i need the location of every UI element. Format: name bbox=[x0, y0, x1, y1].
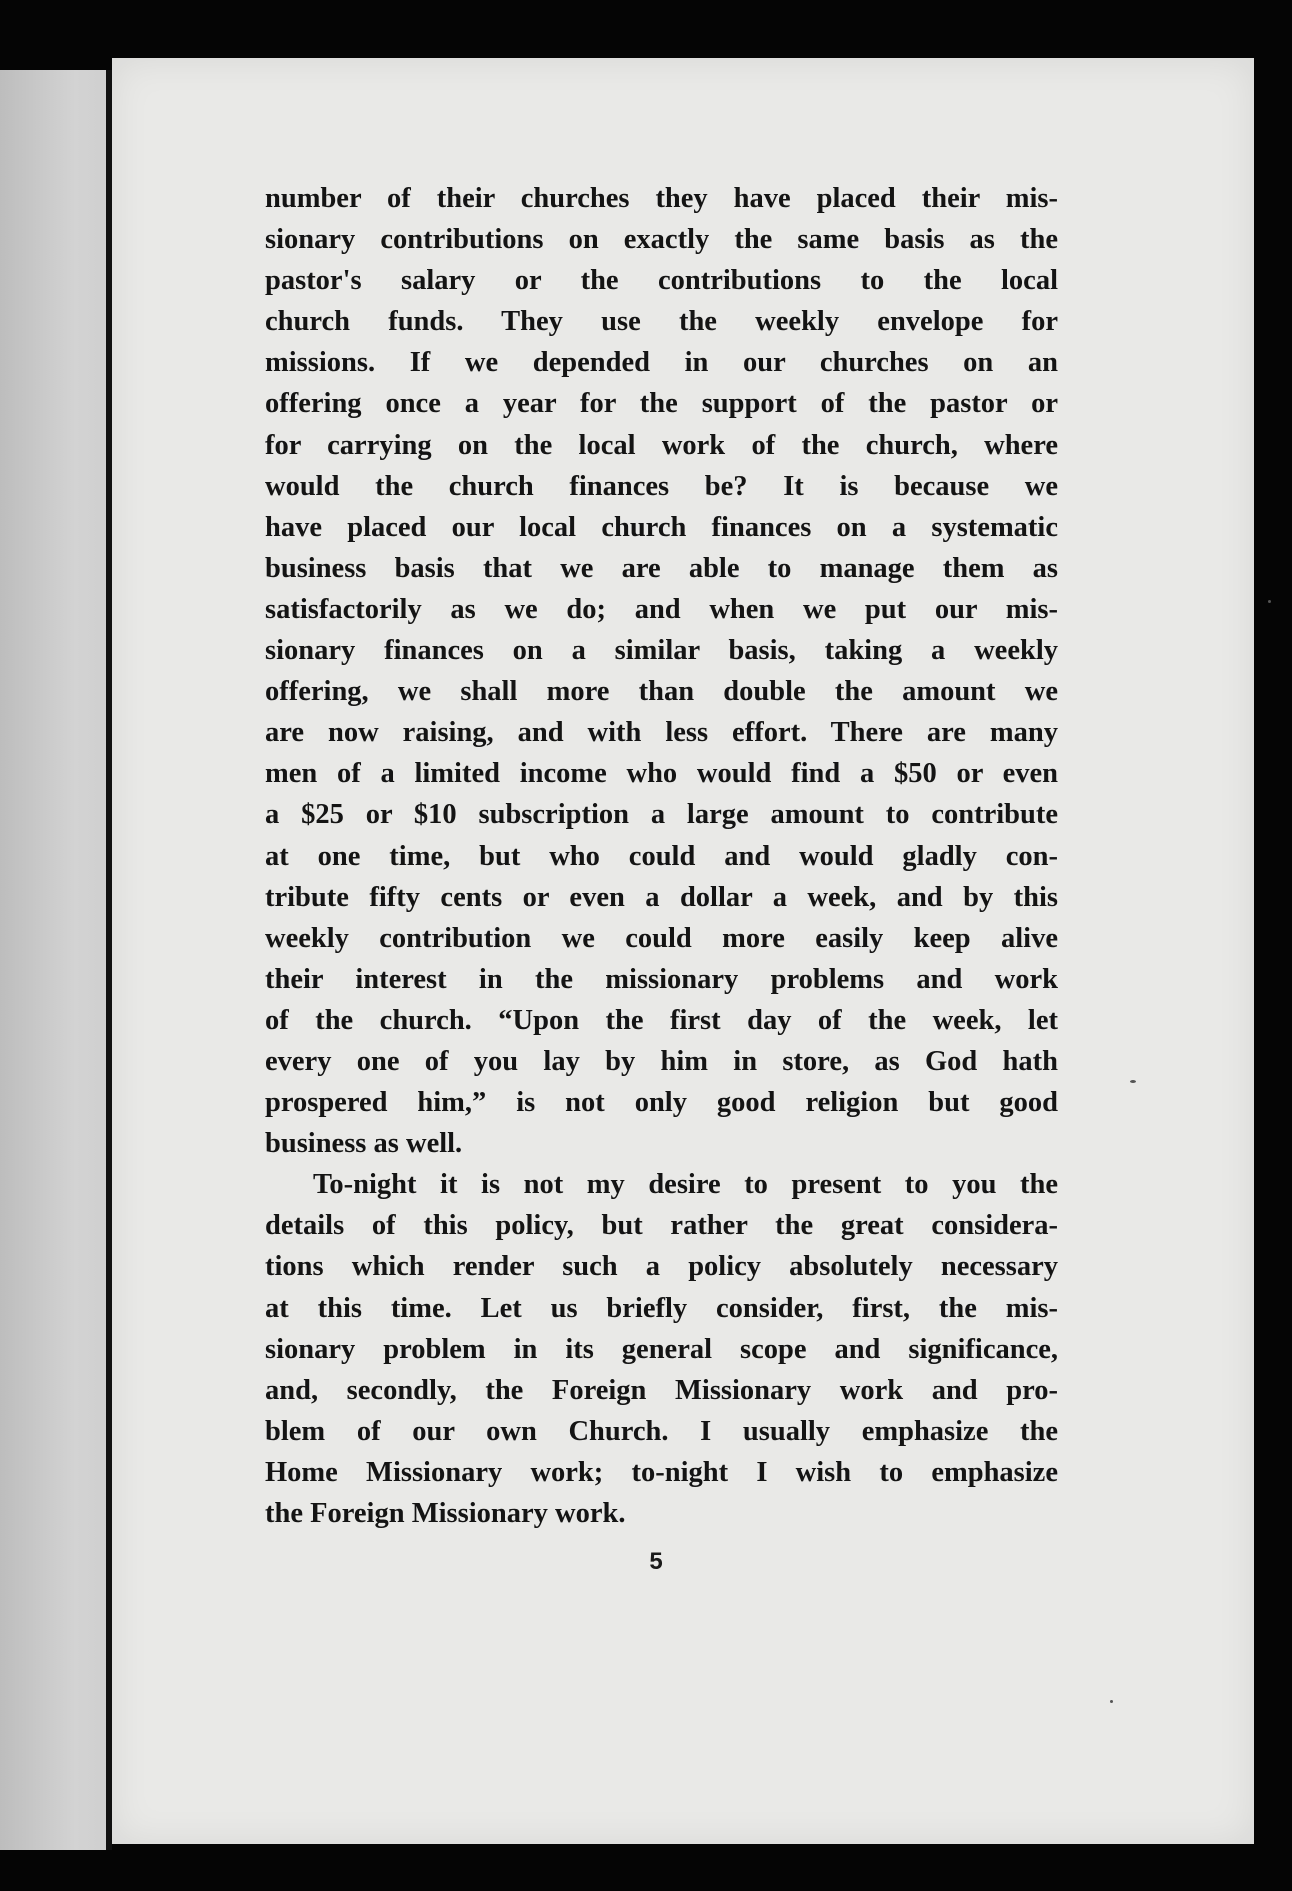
paragraph-1 bbox=[265, 178, 1058, 1164]
paragraph-2 bbox=[265, 1164, 1058, 1534]
page-number-text: 5 bbox=[649, 1548, 663, 1575]
text-line: offering, we shall more than double the amount we bbox=[265, 676, 1058, 708]
text-line: blem of our own Church. I usually emphasize the bbox=[265, 1415, 1058, 1447]
text-line: details of this policy, but rather the great considera- bbox=[265, 1210, 1058, 1242]
text-line: at one time, but who could and would gladly con- bbox=[265, 840, 1058, 872]
text-line: men of a limited income who would find a $50 or even bbox=[265, 758, 1058, 790]
facing-page-edge bbox=[0, 70, 108, 1850]
scan-speck bbox=[1130, 1080, 1136, 1083]
text-line: missions. If we depended in our churches on an bbox=[265, 347, 1058, 379]
text-line: their interest in the missionary problems and work bbox=[265, 963, 1058, 995]
text-line: pastor's salary or the contributions to the local bbox=[265, 265, 1058, 297]
text-line: church funds. They use the weekly envelope for bbox=[265, 306, 1058, 338]
text-line: of the church. “Upon the first day of the week, let bbox=[265, 1004, 1058, 1036]
text-line: the Foreign Missionary work. bbox=[265, 1498, 626, 1529]
text-line: offering once a year for the support of the pastor or bbox=[265, 388, 1058, 420]
page-text bbox=[265, 178, 1058, 1534]
text-line: for carrying on the local work of the church, where bbox=[265, 429, 1058, 461]
text-line: at this time. Let us briefly consider, first, the mis- bbox=[265, 1292, 1058, 1324]
text-line: sionary contributions on exactly the same basis as the bbox=[265, 224, 1058, 256]
text-line: business basis that we are able to manage them as bbox=[265, 552, 1058, 584]
text-line: sionary problem in its general scope and significance, bbox=[265, 1333, 1058, 1365]
text-line: tions which render such a policy absolutely necessary bbox=[265, 1251, 1058, 1283]
text-line: prospered him,” is not only good religion but good bbox=[265, 1087, 1058, 1119]
text-line: and, secondly, the Foreign Missionary work and pro- bbox=[265, 1374, 1058, 1406]
text-line: a $25 or $10 subscription a large amount to contribute bbox=[265, 799, 1058, 831]
text-line: weekly contribution we could more easily keep alive bbox=[265, 922, 1058, 954]
text-line: have placed our local church finances on a systematic bbox=[265, 511, 1058, 543]
text-line: are now raising, and with less effort. There are many bbox=[265, 717, 1058, 749]
text-line: To-night it is not my desire to present to you the bbox=[313, 1169, 1058, 1201]
text-line: sionary finances on a similar basis, taking a weekly bbox=[265, 635, 1058, 667]
scan-speck bbox=[1268, 600, 1271, 603]
scan-speck bbox=[1110, 1700, 1113, 1703]
text-line: tribute fifty cents or even a dollar a week, and by this bbox=[265, 881, 1058, 913]
text-line: number of their churches they have placed their mis- bbox=[265, 183, 1058, 214]
text-line: every one of you lay by him in store, as God hath bbox=[265, 1045, 1058, 1077]
text-line: would the church finances be? It is because we bbox=[265, 470, 1058, 502]
book-gutter bbox=[106, 70, 112, 1850]
text-line: Home Missionary work; to-night I wish to emphasize bbox=[265, 1456, 1058, 1488]
page-number bbox=[0, 1548, 1292, 1576]
text-line: business as well. bbox=[265, 1128, 463, 1160]
text-line: satisfactorily as we do; and when we put our mis- bbox=[265, 593, 1058, 625]
